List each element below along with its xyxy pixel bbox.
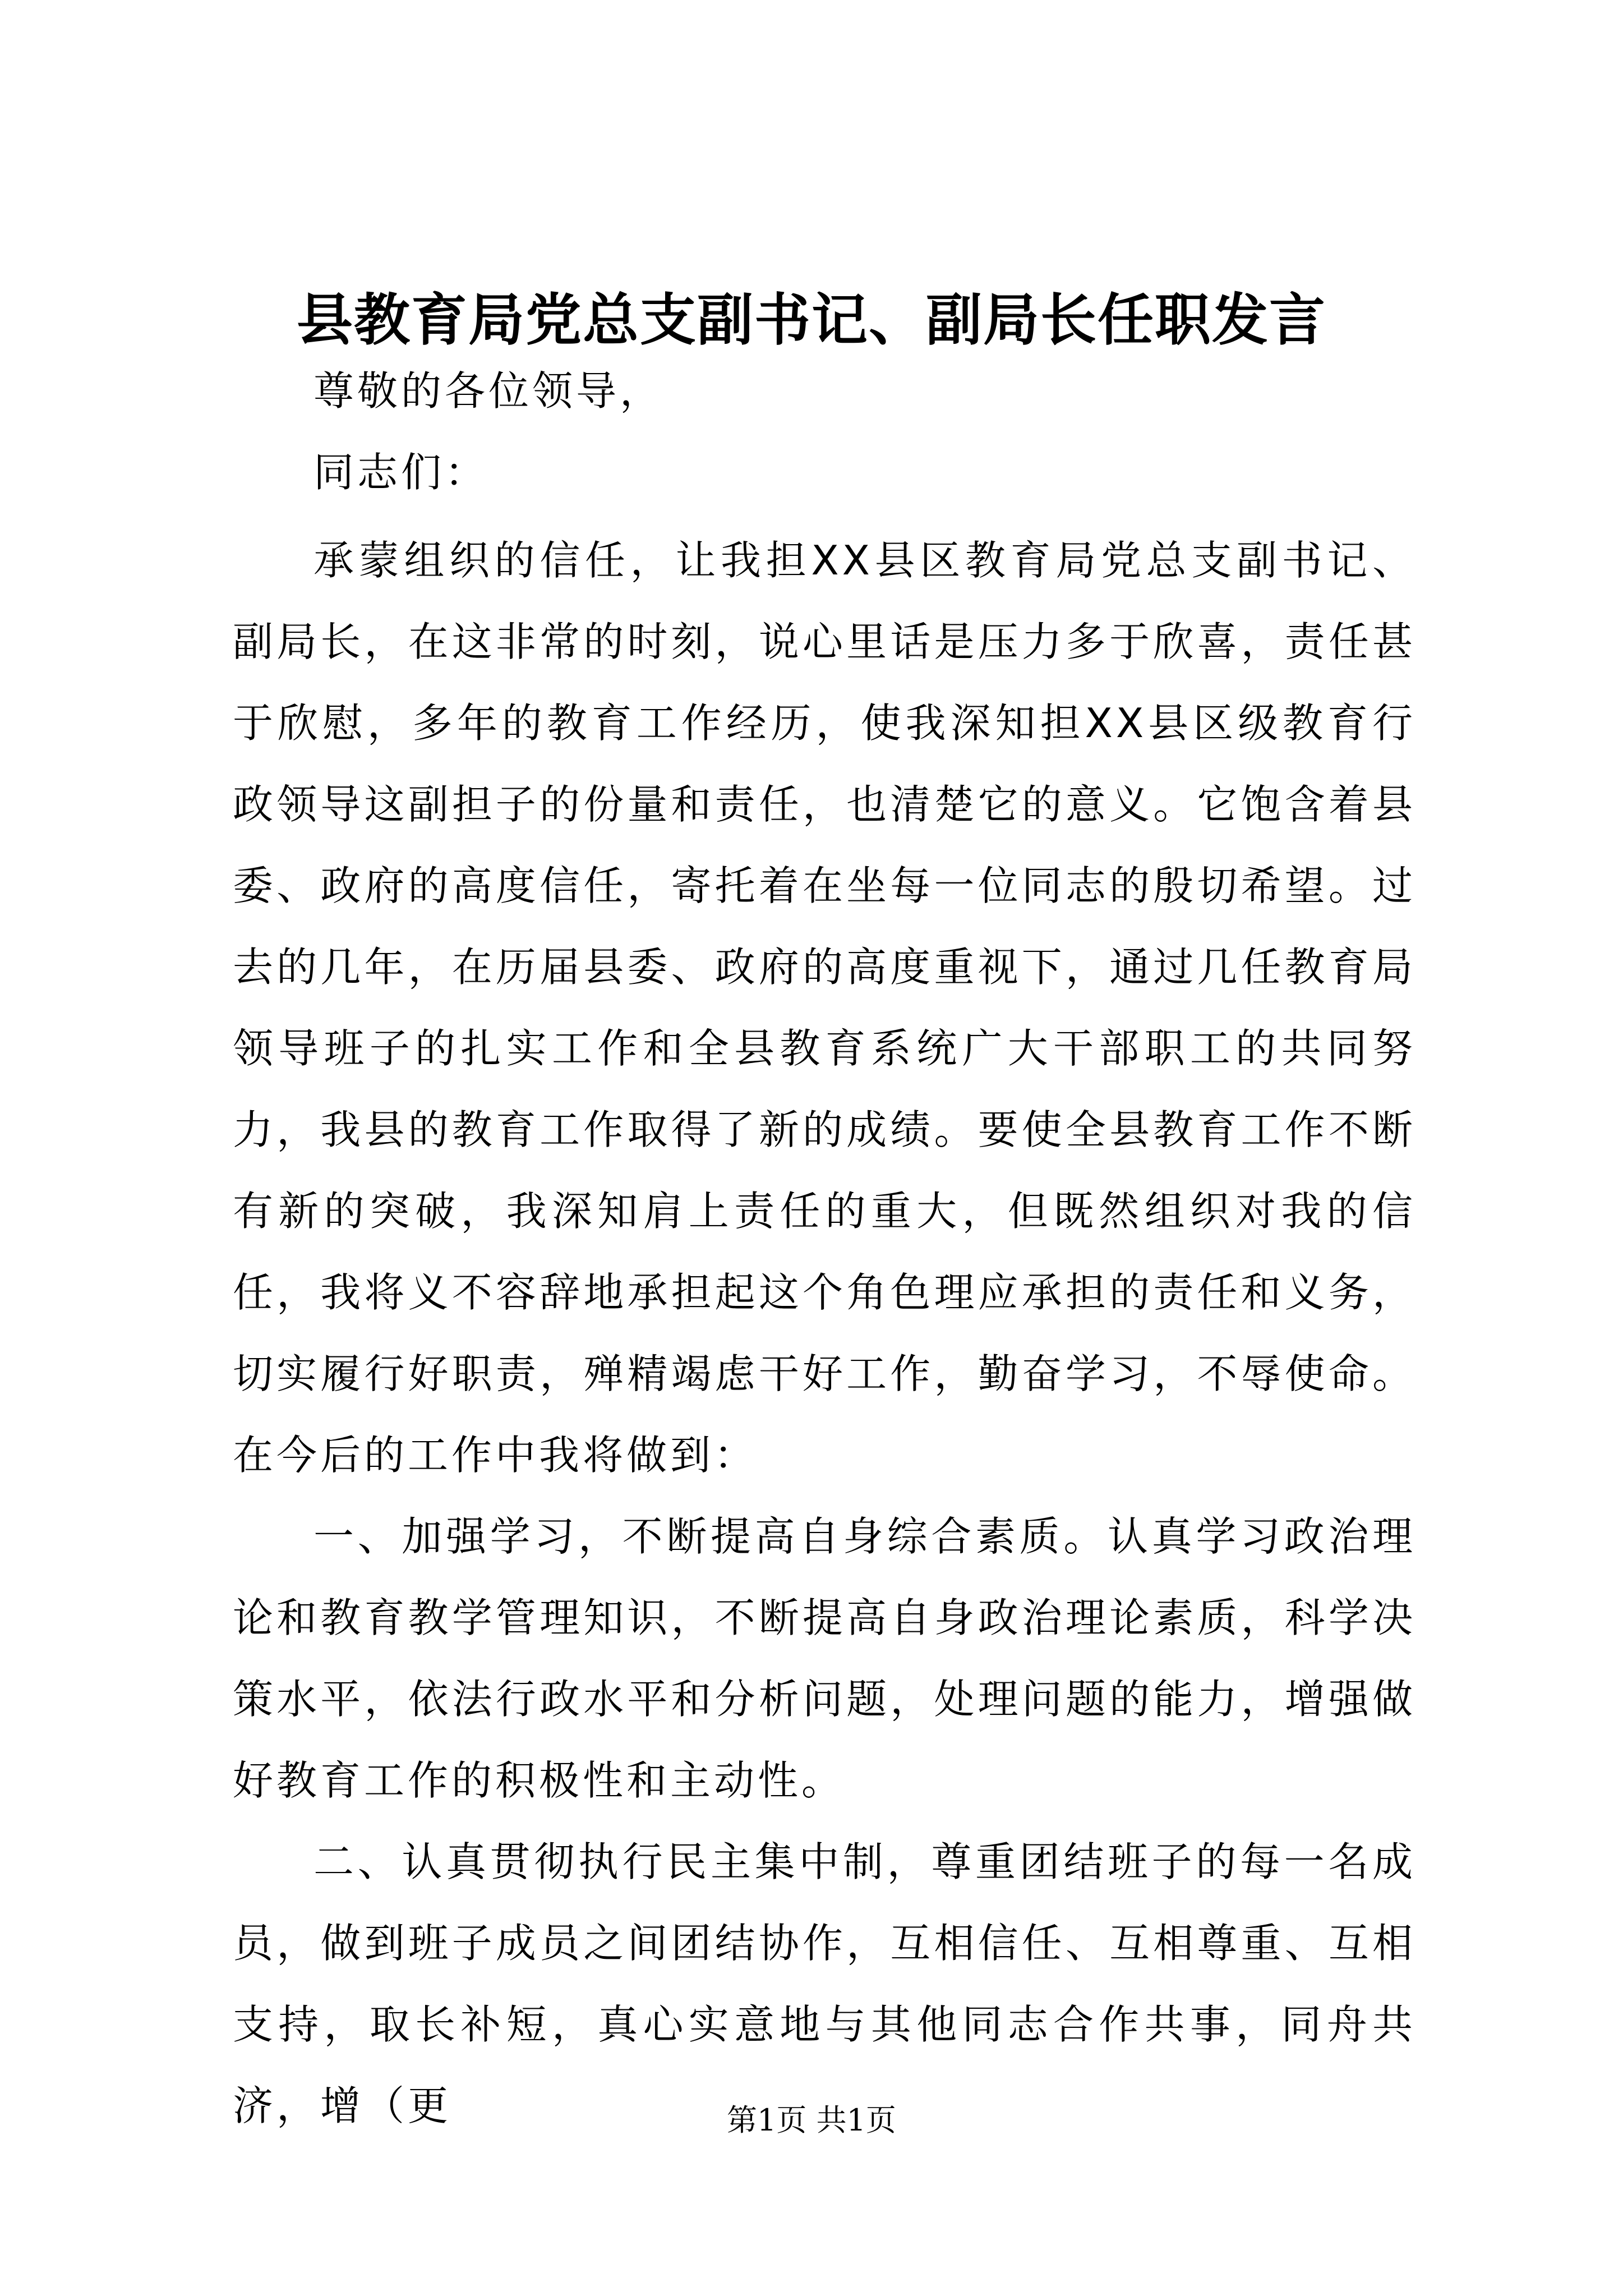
salutation-line: 尊敬的各位领导， bbox=[313, 367, 664, 415]
document-body bbox=[233, 351, 1416, 2147]
document-title: 县教育局党总支副书记、副局长任职发言 bbox=[297, 287, 1326, 353]
salutation-line: 同志们： bbox=[313, 449, 489, 496]
body-paragraph: 承蒙组织的信任，让我担XX县区教育局党总支副书记、副局长，在这非常的时刻，说心里话是压力多于欣喜，责任甚于欣慰，多年的教育工作经历，使我深知担XX县区级教育行政领导这副担子的份量和责任，也清楚它的意义。它饱含着县委、政府的高度信任，寄托着在坐每一位同志的殷切希望。过去的几年，在历届县委、政府的高度重视下，通过几任教育局领导班子的扎实工作和全县教育系统广大干部职工的共同努力，我县的教育工作取得了新的成绩。要使全县教育工作不断有新的突破，我深知肩上责任的重大，但既然组织对我的信任，我将义不容辞地承担起这个角色理应承担的责任和义务，切实履行好职责，殚精竭虑干好工作，勤奋学习，不辱使命。在今后的工作中我将做到： bbox=[233, 537, 1416, 1479]
body-paragraph: 一、加强学习，不断提高自身综合素质。认真学习政治理论和教育教学管理知识，不断提高自身政治理论素质，科学决策水平，依法行政水平和分析问题，处理问题的能力，增强做好教育工作的积极性和主动性。 bbox=[233, 1513, 1416, 1804]
body-paragraph: 二、认真贯彻执行民主集中制，尊重团结班子的每一名成员，做到班子成员之间团结协作，互相信任、互相尊重、互相支持，取长补短，真心实意地与其他同志合作共事，同舟共济，增（更 bbox=[233, 1838, 1416, 2129]
page-number-footer: 第1页 共1页 bbox=[727, 2102, 896, 2138]
